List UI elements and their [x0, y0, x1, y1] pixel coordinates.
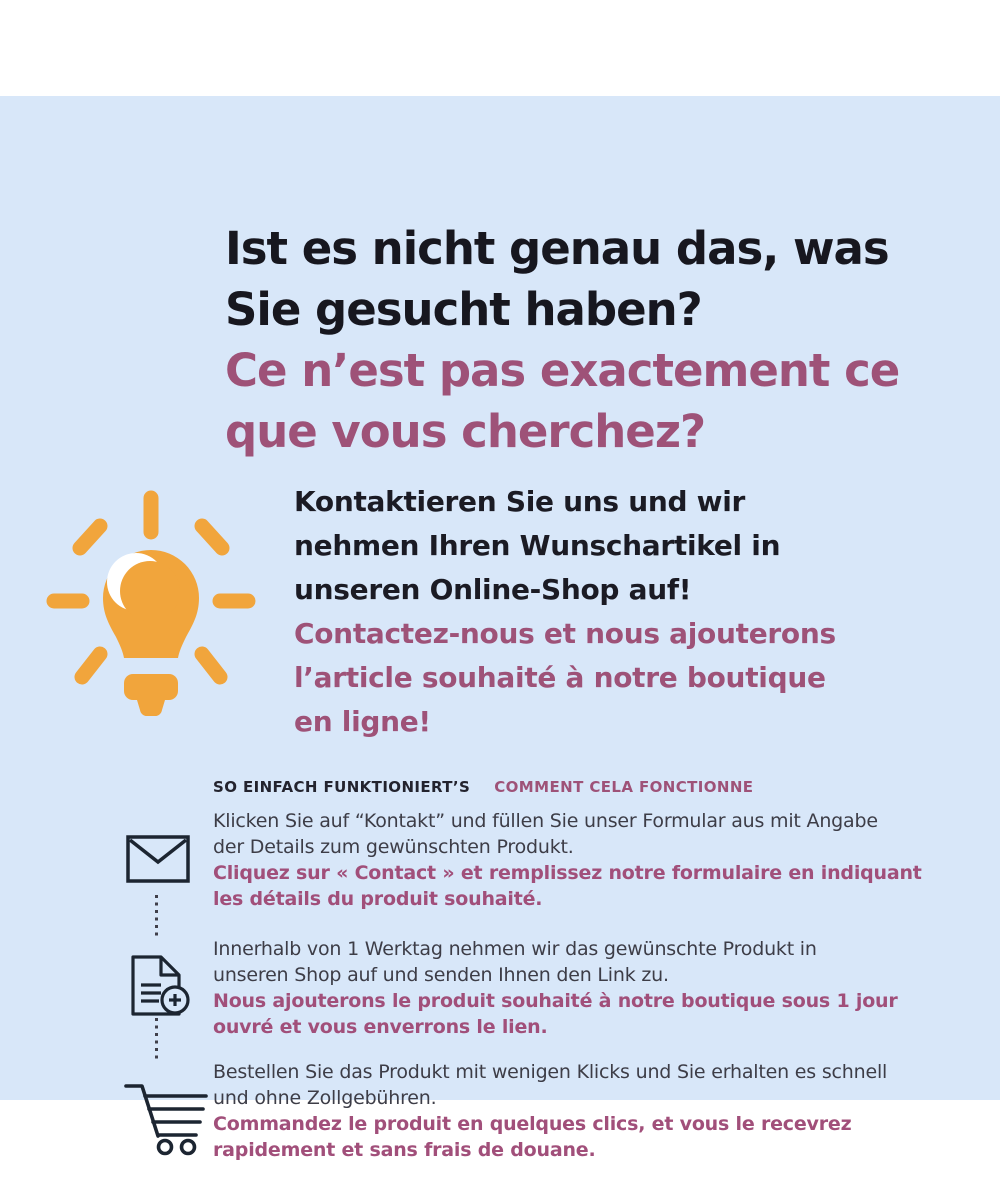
dotted-connector-2 [155, 1018, 158, 1062]
intro-fr-line2: l’article souhaité à notre boutique [294, 661, 826, 694]
blue-panel [0, 96, 1000, 1161]
intro-de-line1: Kontaktieren Sie uns und wir [294, 485, 746, 518]
intro-de-line2: nehmen Ihren Wunschartikel in [294, 529, 781, 562]
intro-text [294, 480, 836, 744]
cart-icon [118, 1078, 210, 1160]
step2-fr-line1: Nous ajouterons le produit souhaité à notre boutique sous 1 jour [213, 990, 898, 1012]
step1-de-line1: Klicken Sie auf “Kontakt” und füllen Sie unser Formular aus mit Angabe [213, 810, 878, 832]
how-title-de: SO EINFACH FUNKTIONIERT’S [213, 778, 471, 796]
how-it-works-header [213, 778, 753, 796]
step-1 [213, 808, 922, 912]
headline-fr-line2: que vous cherchez? [225, 405, 706, 458]
step3-de-line2: und ohne Zollgebühren. [213, 1087, 437, 1109]
headline-fr-line1: Ce n’est pas exactement ce [225, 344, 900, 397]
intro-fr-line3: en ligne! [294, 705, 431, 738]
step3-de-line1: Bestellen Sie das Produkt mit wenigen Klicks und Sie erhalten es schnell [213, 1061, 888, 1083]
lightbulb-icon [42, 488, 260, 724]
dotted-connector-1 [155, 895, 158, 939]
step-2 [213, 936, 898, 1040]
step1-fr-line1: Cliquez sur « Contact » et remplissez notre formulaire en indiquant [213, 862, 922, 884]
step1-de-line2: der Details zum gewünschten Produkt. [213, 836, 574, 858]
step1-fr-line2: les détails du produit souhaité. [213, 888, 543, 910]
step2-de-line2: unseren Shop auf und senden Ihnen den Link zu. [213, 964, 669, 986]
step3-fr-line2: rapidement et sans frais de douane. [213, 1139, 596, 1161]
headline-de-line1: Ist es nicht genau das, was [225, 222, 889, 275]
intro-fr-line1: Contactez-nous et nous ajouterons [294, 617, 836, 650]
headline-de-line2: Sie gesucht haben? [225, 283, 702, 336]
step2-de-line1: Innerhalb von 1 Werktag nehmen wir das gewünschte Produkt in [213, 938, 817, 960]
envelope-icon [126, 834, 190, 888]
step3-fr-line1: Commandez le produit en quelques clics, et vous le recevrez [213, 1113, 852, 1135]
step2-fr-line2: ouvré et vous enverrons le lien. [213, 1016, 548, 1038]
step-3 [213, 1059, 887, 1163]
intro-de-line3: unseren Online-Shop auf! [294, 573, 692, 606]
headline [225, 218, 899, 462]
document-add-icon [121, 954, 193, 1024]
how-title-fr: COMMENT CELA FONCTIONNE [494, 778, 754, 796]
